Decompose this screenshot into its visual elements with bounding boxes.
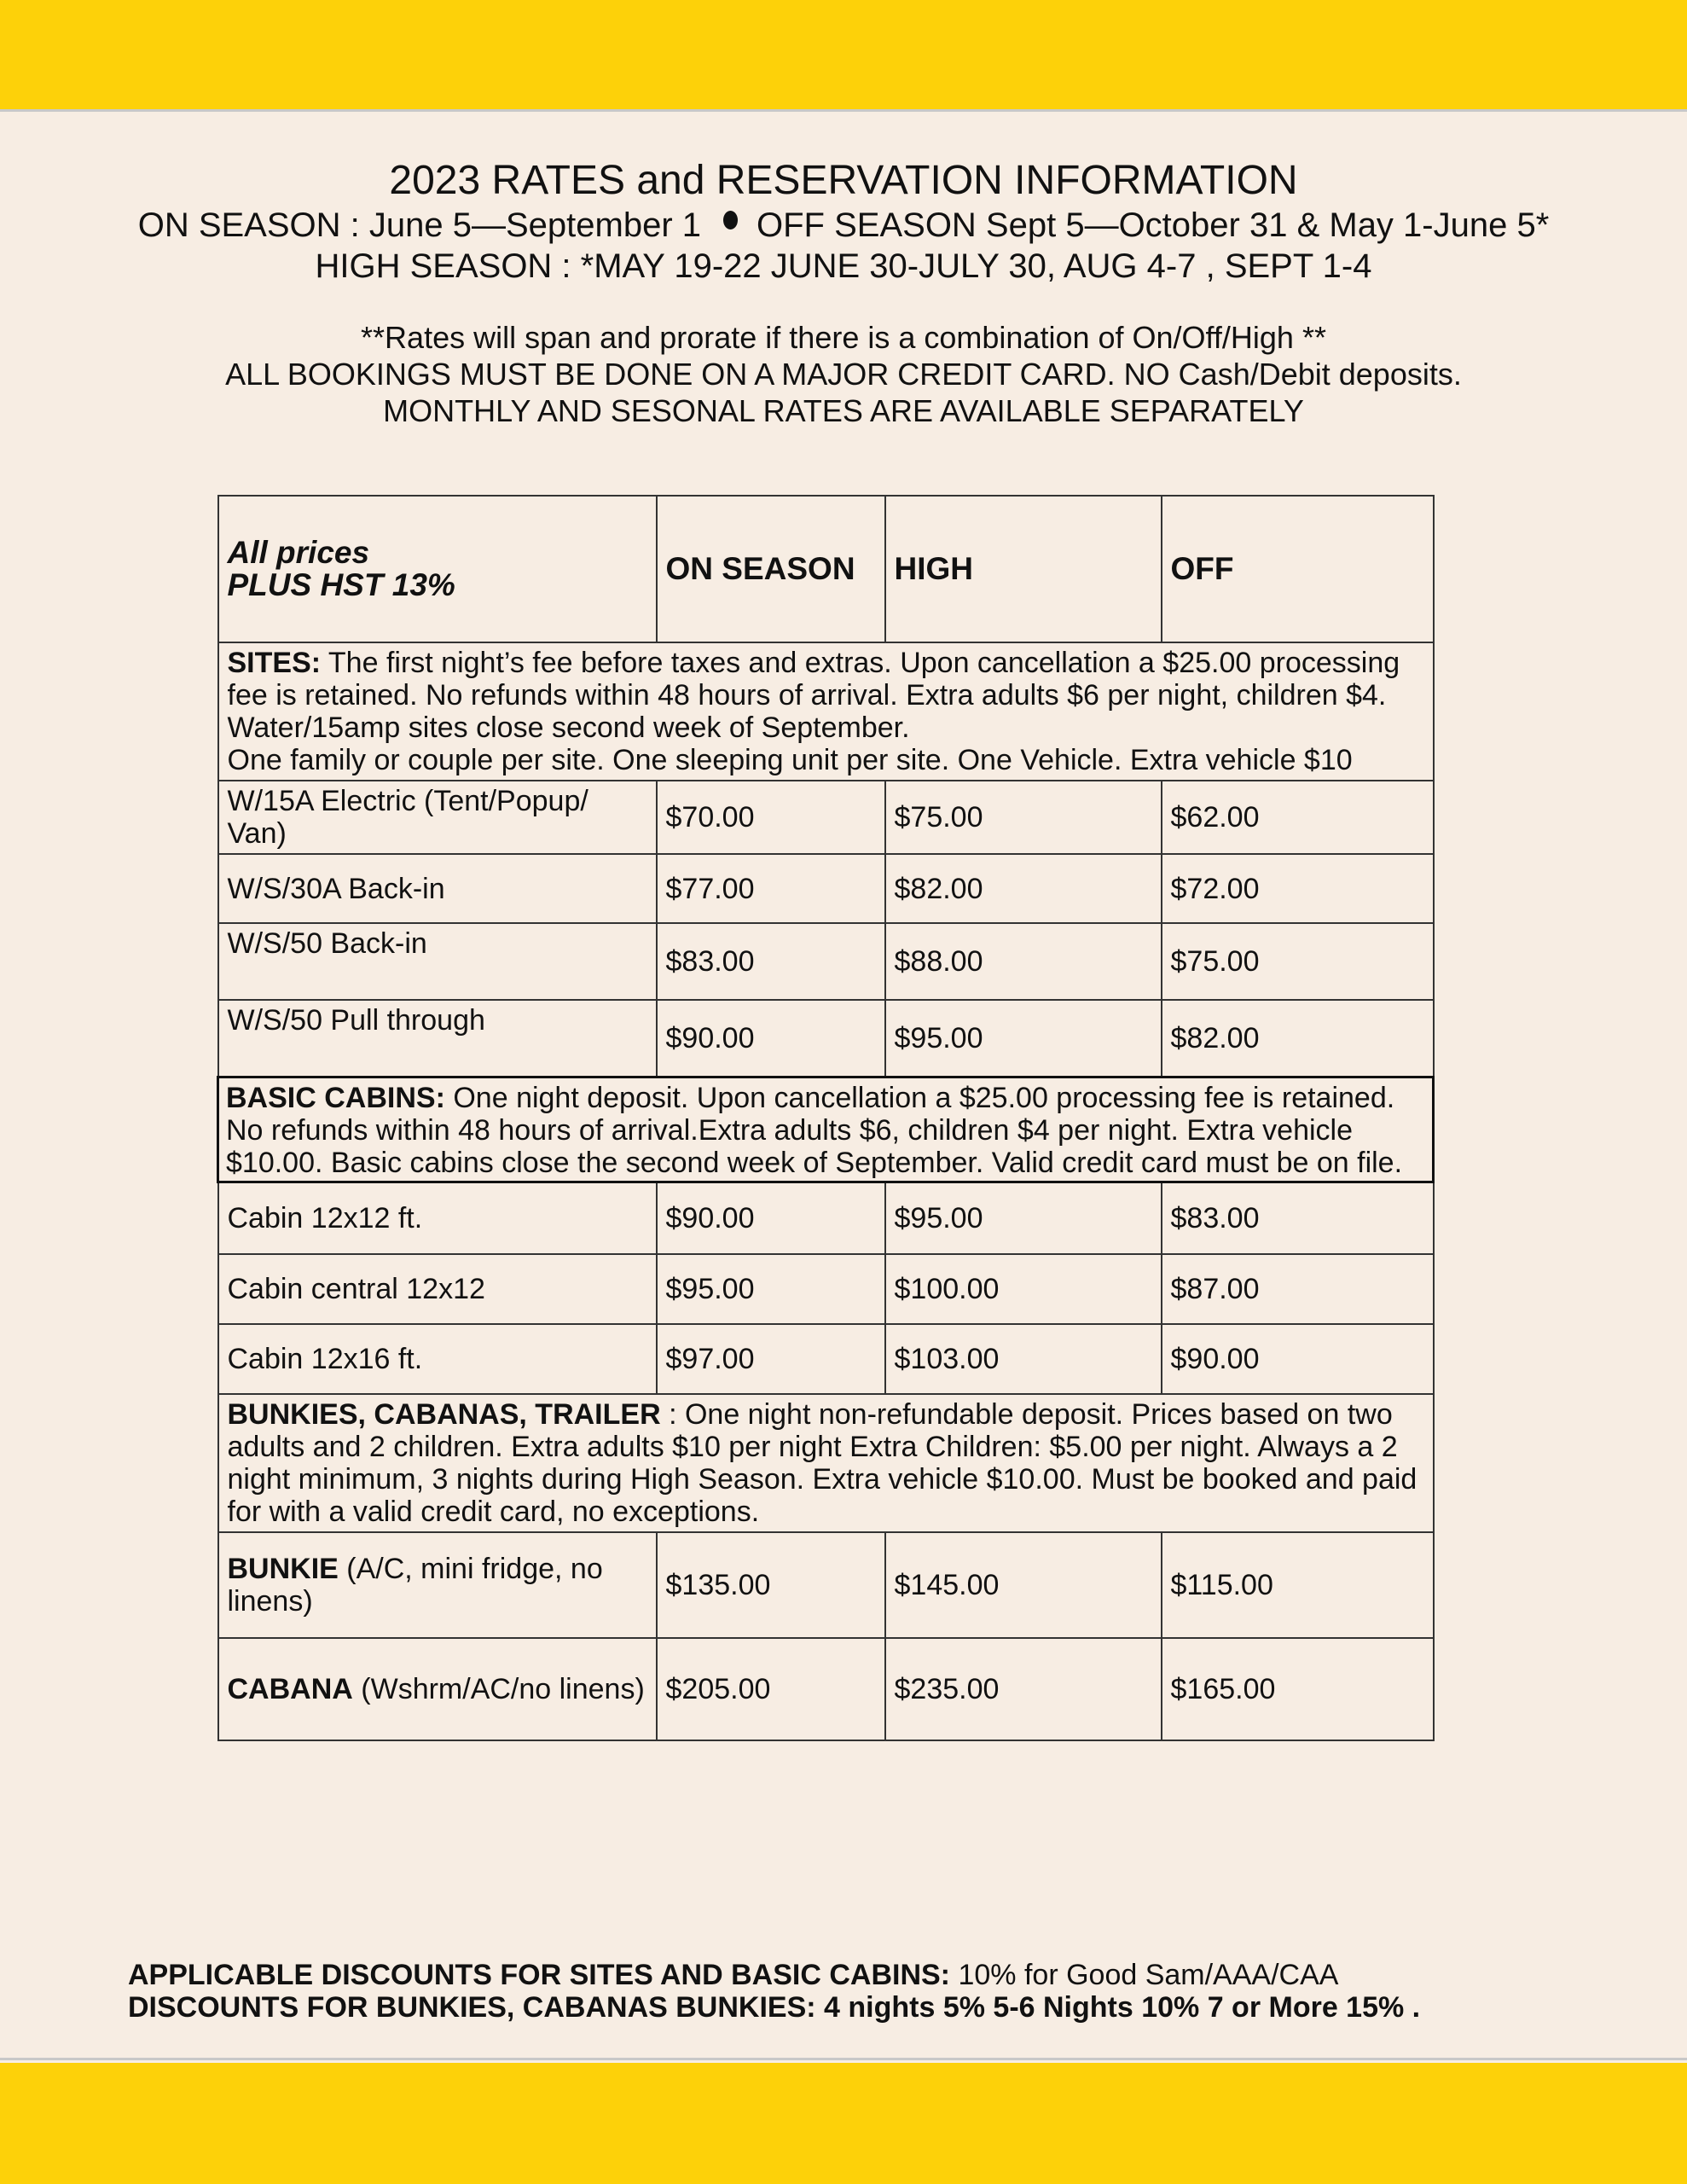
table-row (218, 1324, 1434, 1394)
top-yellow-band (0, 0, 1687, 109)
table-header-row (218, 496, 1434, 642)
booking-notes (0, 319, 1687, 429)
rate-high: $103.00 (885, 1324, 1162, 1394)
rate-on: $70.00 (657, 781, 885, 854)
sites-discount-line: APPLICABLE DISCOUNTS FOR SITES AND BASIC CABINS: 10% for Good Sam/AAA/CAA (128, 1959, 1339, 1991)
table-row (218, 854, 1434, 923)
bottom-yellow-band (0, 2063, 1687, 2184)
page-title: 2023 RATES and RESERVATION INFORMATION (389, 158, 1298, 203)
table-row (218, 1532, 1434, 1638)
monthly-rates-note: MONTHLY AND SESONAL RATES ARE AVAILABLE SEPARATELY (383, 393, 1304, 428)
rate-high: $82.00 (885, 854, 1162, 923)
table-row (218, 1000, 1434, 1077)
bunkies-description: BUNKIES, CABANAS, TRAILER : One night non-refundable deposit. Prices based on two adults and 2 children. Extra adults $10 per night Extra Children: $5.00 per night. Always a 2 night minimum, 3 nights during High Season. Extra vehicle $10.00. Must be booked and paid for with a valid credit card, no exceptions. (218, 1394, 1434, 1532)
rate-off: $75.00 (1162, 923, 1434, 1000)
all-prices-cell: All prices PLUS HST 13% (218, 496, 657, 642)
col-on-season: ON SEASON (657, 496, 885, 642)
table-row (218, 1182, 1434, 1255)
rate-on: $83.00 (657, 923, 885, 1000)
rate-name: W/S/50 Back-in (218, 923, 657, 1000)
col-high: HIGH (885, 496, 1162, 642)
rate-high: $88.00 (885, 923, 1162, 1000)
high-season-dates: HIGH SEASON : *MAY 19-22 JUNE 30-JULY 30, AUG 4-7 , SEPT 1-4 (315, 247, 1372, 285)
credit-card-note: ALL BOOKINGS MUST BE DONE ON A MAJOR CREDIT CARD. NO Cash/Debit deposits. (225, 357, 1462, 392)
rate-off: $87.00 (1162, 1254, 1434, 1324)
rate-high: $235.00 (885, 1638, 1162, 1740)
rate-name: BUNKIE (A/C, mini fridge, no linens) (218, 1532, 657, 1638)
rate-on: $77.00 (657, 854, 885, 923)
rate-off: $90.00 (1162, 1324, 1434, 1394)
bunkies-discount-line: DISCOUNTS FOR BUNKIES, CABANAS BUNKIES: 4 nights 5% 5-6 Nights 10% 7 or More 15% . (128, 1991, 1421, 2024)
rate-name: W/15A Electric (Tent/Popup/ Van) (218, 781, 657, 854)
top-divider (0, 109, 1687, 112)
rate-name: Cabin 12x12 ft. (218, 1182, 657, 1255)
rate-name: Cabin central 12x12 (218, 1254, 657, 1324)
table-row (218, 923, 1434, 1000)
rate-off: $115.00 (1162, 1532, 1434, 1638)
sites-section-row (218, 642, 1434, 781)
rate-high: $75.00 (885, 781, 1162, 854)
table-row (218, 781, 1434, 854)
discounts-footer (128, 1959, 1420, 2024)
rate-on: $205.00 (657, 1638, 885, 1740)
rate-on: $97.00 (657, 1324, 885, 1394)
rate-high: $145.00 (885, 1532, 1162, 1638)
sites-description: SITES: The first night’s fee before taxes and extras. Upon cancellation a $25.00 processing fee is retained. No refunds within 48 hours of arrival. Extra adults $6 per night, children $4. Water/15amp sites close second week of September. One family or couple per site. One sleeping unit per site. One Vehicle. Extra vehicle $10 (218, 642, 1434, 781)
rate-on: $90.00 (657, 1000, 885, 1077)
rate-off: $83.00 (1162, 1182, 1434, 1255)
rate-off: $82.00 (1162, 1000, 1434, 1077)
prorate-note: **Rates will span and prorate if there is a combination of On/Off/High ** (361, 320, 1326, 355)
rate-high: $95.00 (885, 1000, 1162, 1077)
off-season-dates: OFF SEASON Sept 5—October 31 & May 1-June 5* (757, 206, 1550, 244)
col-off: OFF (1162, 496, 1434, 642)
rate-name: CABANA (Wshrm/AC/no linens) (218, 1638, 657, 1740)
rate-on: $95.00 (657, 1254, 885, 1324)
rate-high: $100.00 (885, 1254, 1162, 1324)
season-dates-line (0, 205, 1687, 246)
rate-name: W/S/30A Back-in (218, 854, 657, 923)
table-row (218, 1254, 1434, 1324)
rate-high: $95.00 (885, 1182, 1162, 1255)
rates-table (217, 495, 1435, 1741)
rate-off: $72.00 (1162, 854, 1434, 923)
on-season-dates: ON SEASON : June 5—September 1 (137, 206, 701, 244)
cabins-section-row (218, 1077, 1434, 1182)
bottom-divider (0, 2058, 1687, 2060)
table-row (218, 1638, 1434, 1740)
rate-off: $165.00 (1162, 1638, 1434, 1740)
bunkies-section-row (218, 1394, 1434, 1532)
rate-off: $62.00 (1162, 781, 1434, 854)
rate-name: Cabin 12x16 ft. (218, 1324, 657, 1394)
rate-on: $135.00 (657, 1532, 885, 1638)
bullet-icon (723, 211, 738, 229)
rate-on: $90.00 (657, 1182, 885, 1255)
cabins-description: BASIC CABINS: One night deposit. Upon cancellation a $25.00 processing fee is retained. No refunds within 48 hours of arrival.Extra adults $6, children $4 per night. Extra vehicle $10.00. Basic cabins close the second week of September. Valid credit card must be on file. (218, 1077, 1434, 1182)
page-header (0, 157, 1687, 287)
rate-name: W/S/50 Pull through (218, 1000, 657, 1077)
